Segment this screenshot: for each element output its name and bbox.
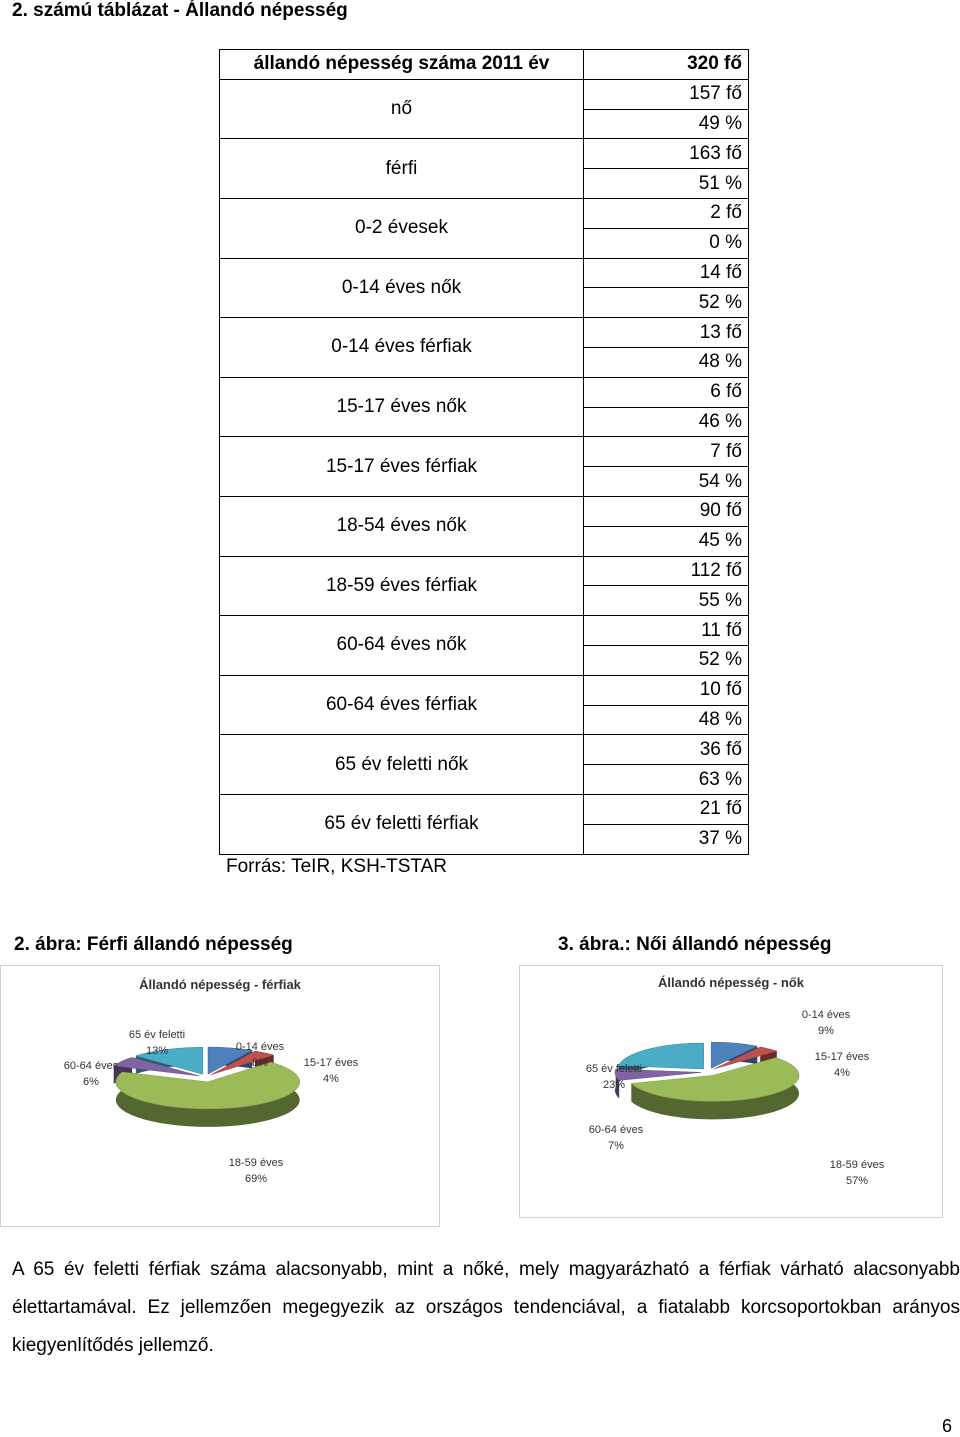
row-percent: 45 % bbox=[584, 526, 749, 556]
row-count: 10 fő bbox=[584, 675, 749, 705]
row-count: 21 fő bbox=[584, 794, 749, 824]
table-row bbox=[220, 616, 749, 646]
chart-title: Állandó népesség - férfiak bbox=[139, 977, 301, 992]
table-row bbox=[220, 139, 749, 169]
women-chart-frame bbox=[519, 965, 943, 1218]
row-count: 2 fő bbox=[584, 198, 749, 228]
table-source: Forrás: TeIR, KSH-TSTAR bbox=[226, 856, 447, 877]
table-row bbox=[220, 258, 749, 288]
row-count: 7 fő bbox=[584, 437, 749, 467]
row-percent: 48 % bbox=[584, 347, 749, 377]
figure-2-caption: 2. ábra: Férfi állandó népesség bbox=[14, 934, 293, 955]
row-percent: 52 % bbox=[584, 288, 749, 318]
row-percent: 48 % bbox=[584, 705, 749, 735]
row-percent: 51 % bbox=[584, 169, 749, 199]
row-count: 157 fő bbox=[584, 79, 749, 109]
pie-data-label: 65 év feletti 13% bbox=[128, 1029, 186, 1057]
page-number: 6 bbox=[941, 1416, 952, 1436]
row-count: 11 fő bbox=[584, 616, 749, 646]
table-row bbox=[220, 794, 749, 824]
row-percent: 52 % bbox=[584, 645, 749, 675]
women-pie-chart bbox=[520, 966, 942, 1217]
row-count: 6 fő bbox=[584, 377, 749, 407]
body-paragraph: A 65 év feletti férfiak száma alacsonyabb, mint a nőké, mely magyarázható a férfiak várható alacsonyabb élettartamával. Ez jellemzően megegyezik az országos tendenciával, a fiatalabb korcsoportokban arányos kiegyenlítődés jellemző. bbox=[12, 1259, 960, 1356]
men-pie-chart bbox=[1, 966, 439, 1226]
table-row bbox=[220, 496, 749, 526]
row-label: férfi bbox=[220, 139, 584, 199]
row-label: 0-14 éves férfiak bbox=[220, 318, 584, 378]
chart-title: Állandó népesség - nők bbox=[658, 975, 804, 990]
row-percent: 37 % bbox=[584, 824, 749, 854]
table-title: 2. számú táblázat - Állandó népesség bbox=[12, 0, 348, 21]
pie-data-label: 65 év feletti 23% bbox=[585, 1063, 643, 1091]
row-percent: 46 % bbox=[584, 407, 749, 437]
row-label: 60-64 éves nők bbox=[220, 616, 584, 676]
table-header-row bbox=[220, 50, 749, 80]
table-row bbox=[220, 437, 749, 467]
men-chart-frame bbox=[0, 965, 440, 1227]
pie-data-label: 18-59 éves 57% bbox=[829, 1159, 885, 1187]
pie-data-label: 18-59 éves 69% bbox=[228, 1157, 284, 1185]
table-row bbox=[220, 318, 749, 348]
row-count: 36 fő bbox=[584, 735, 749, 765]
pie-data-label: 0-14 éves 8% bbox=[235, 1041, 285, 1069]
row-label: 18-54 éves nők bbox=[220, 496, 584, 556]
population-table bbox=[219, 49, 749, 855]
table-row bbox=[220, 675, 749, 705]
header-value: 320 fő bbox=[584, 50, 749, 80]
row-label: nő bbox=[220, 79, 584, 139]
row-label: 65 év feletti nők bbox=[220, 735, 584, 795]
row-label: 60-64 éves férfiak bbox=[220, 675, 584, 735]
row-label: 15-17 éves férfiak bbox=[220, 437, 584, 497]
pie-data-label: 60-64 éves 6% bbox=[63, 1060, 119, 1088]
pie-data-label: 0-14 éves 9% bbox=[801, 1009, 851, 1037]
row-label: 15-17 éves nők bbox=[220, 377, 584, 437]
header-label: állandó népesség száma 2011 év bbox=[220, 50, 584, 80]
table-row bbox=[220, 198, 749, 228]
pie-data-label: 15-17 éves 4% bbox=[303, 1057, 359, 1085]
row-percent: 54 % bbox=[584, 467, 749, 497]
row-count: 13 fő bbox=[584, 318, 749, 348]
pie-data-label: 15-17 éves 4% bbox=[814, 1051, 870, 1079]
row-percent: 55 % bbox=[584, 586, 749, 616]
table-row bbox=[220, 556, 749, 586]
row-percent: 49 % bbox=[584, 109, 749, 139]
row-percent: 63 % bbox=[584, 765, 749, 795]
row-label: 0-14 éves nők bbox=[220, 258, 584, 318]
figure-3-caption: 3. ábra.: Női állandó népesség bbox=[558, 934, 832, 955]
table-row bbox=[220, 79, 749, 109]
row-label: 65 év feletti férfiak bbox=[220, 794, 584, 854]
table-row bbox=[220, 377, 749, 407]
row-label: 18-59 éves férfiak bbox=[220, 556, 584, 616]
pie-data-label: 60-64 éves 7% bbox=[588, 1124, 644, 1152]
row-count: 14 fő bbox=[584, 258, 749, 288]
row-count: 163 fő bbox=[584, 139, 749, 169]
row-percent: 0 % bbox=[584, 228, 749, 258]
row-label: 0-2 évesek bbox=[220, 198, 584, 258]
table-row bbox=[220, 735, 749, 765]
row-count: 112 fő bbox=[584, 556, 749, 586]
row-count: 90 fő bbox=[584, 496, 749, 526]
